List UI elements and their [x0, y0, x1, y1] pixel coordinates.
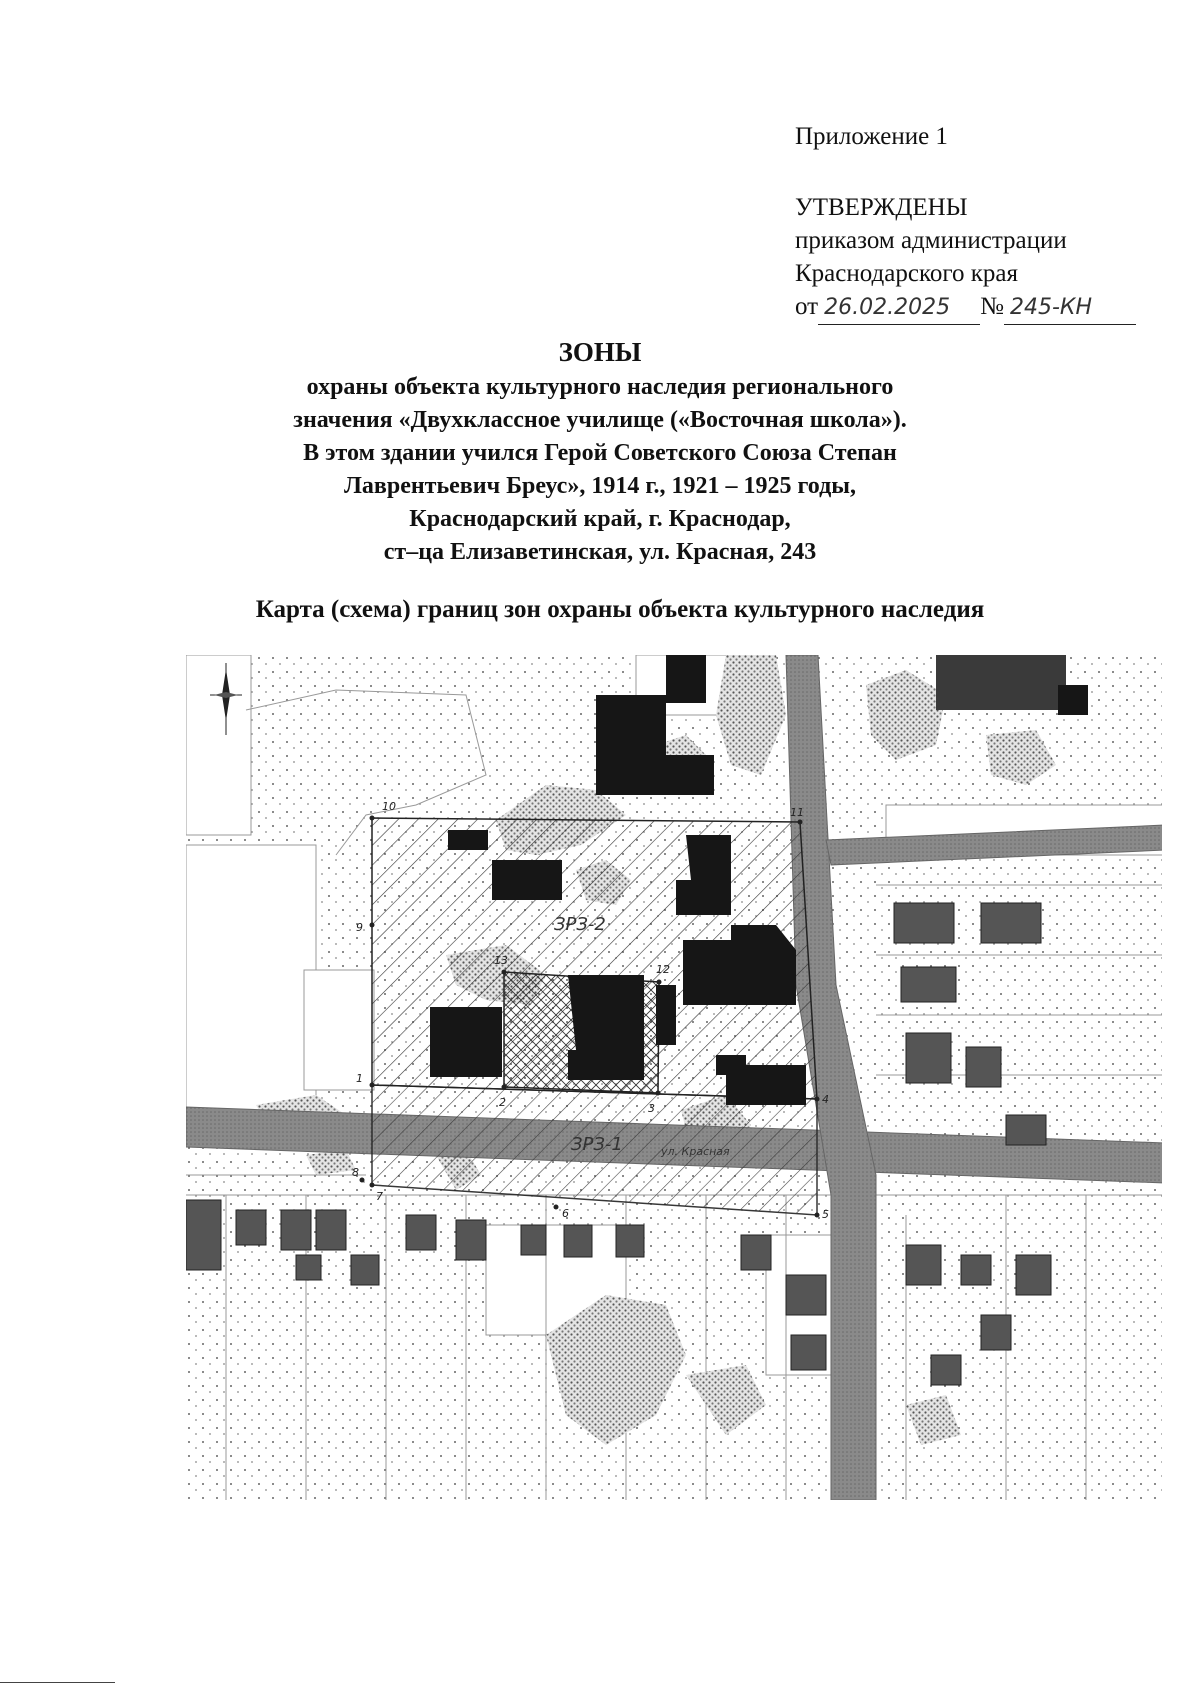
approval-number: 245-КН [1004, 291, 1136, 325]
point-label: 11 [790, 806, 804, 819]
title-line: значения «Двухклассное училище («Восточная школа»). [293, 407, 907, 433]
title-line: охраны объекта культурного наследия регионального [306, 374, 894, 400]
point-label: 4 [822, 1093, 829, 1106]
footer-divider [0, 1682, 115, 1683]
approval-block [795, 120, 1136, 325]
point-label: 9 [356, 921, 363, 934]
number-label: № [980, 293, 1004, 320]
approved-by-line1: приказом администрации [795, 227, 1067, 254]
point-label: 6 [562, 1207, 569, 1220]
title-line: Лаврентьевич Бреус», 1914 г., 1921 – 1925 годы, [344, 473, 856, 499]
point-label: 12 [656, 963, 670, 976]
point-label: 5 [822, 1208, 829, 1221]
from-label: от [795, 293, 819, 320]
title-line: ст–ца Елизаветинская, ул. Красная, 243 [383, 539, 817, 565]
appendix-label: Приложение 1 [795, 123, 948, 150]
point-label: 13 [494, 954, 508, 967]
title-heading: ЗОНЫ [558, 337, 642, 367]
zone-map [186, 655, 1162, 1500]
point-label: 8 [352, 1166, 359, 1179]
point-label: 1 [356, 1072, 363, 1085]
map-caption: Карта (схема) границ зон охраны объекта культурного наследия [255, 596, 985, 623]
street-label: ул. Красная [661, 1145, 730, 1158]
zone-label-zrz-1: ЗРЗ-1 [571, 1134, 623, 1155]
point-label: 3 [648, 1102, 655, 1115]
title-line: В этом здании учился Герой Советского Союза Степан [303, 440, 897, 466]
title-line: Краснодарский край, г. Краснодар, [409, 506, 791, 532]
approved-label: УТВЕРЖДЕНЫ [795, 194, 968, 221]
point-label: 7 [376, 1190, 383, 1203]
point-label: 2 [499, 1096, 506, 1109]
date-number-line [795, 290, 1136, 325]
approved-by-line2: Краснодарского края [795, 260, 1018, 287]
zone-map-svg [186, 655, 1162, 1500]
approval-date: 26.02.2025 [818, 291, 980, 325]
document-title [180, 336, 1020, 569]
point-label: 10 [382, 800, 396, 813]
zone-label-zrz-2: ЗРЗ-2 [554, 914, 606, 935]
